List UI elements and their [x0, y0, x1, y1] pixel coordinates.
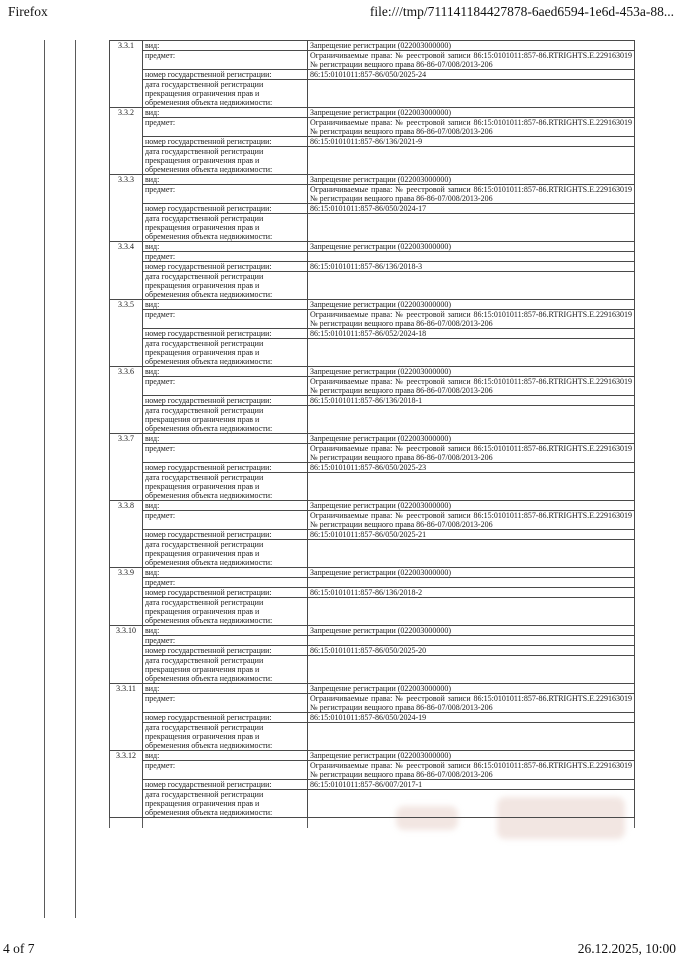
- field-value-predmet: Ограничиваемые права: № реестровой записи 86:15:0101011:857-86.RTRIGHTS.E.229163019 № регистрации вещного права 86-86-07/008/2013-206: [308, 185, 635, 204]
- table-continuation-rule: [634, 818, 635, 828]
- field-value-vid: Запрещение регистрации (022003000000): [308, 501, 635, 511]
- field-label-predmet: предмет:: [143, 310, 308, 329]
- field-value-vid: Запрещение регистрации (022003000000): [308, 367, 635, 377]
- field-label-reg-number: номер государственной регистрации:: [143, 396, 308, 406]
- field-label-vid: вид:: [143, 175, 308, 185]
- table-row: [110, 406, 635, 434]
- table-row: [110, 185, 635, 204]
- table-row: [110, 41, 635, 51]
- table-row: [110, 780, 635, 790]
- field-value-reg-number: 86:15:0101011:857-86/050/2024-17: [308, 204, 635, 214]
- table-row: [110, 396, 635, 406]
- section-number: 3.3.11: [110, 684, 143, 751]
- field-value-vid: Запрещение регистрации (022003000000): [308, 242, 635, 252]
- field-value-predmet: Ограничиваемые права: № реестровой записи 86:15:0101011:857-86.RTRIGHTS.E.229163019 № регистрации вещного права 86-86-07/008/2013-206: [308, 694, 635, 713]
- table-row: [110, 540, 635, 568]
- table-row: [110, 252, 635, 262]
- field-label-predmet: предмет:: [143, 578, 308, 588]
- field-label-termination-date: дата государственной регистрации прекращения ограничения прав и обременения объекта недвижимости:: [143, 339, 308, 367]
- table-row: [110, 626, 635, 636]
- table-continuation-rule: [142, 818, 143, 828]
- field-value-predmet: [308, 578, 635, 588]
- table-row: [110, 790, 635, 818]
- field-value-predmet: Ограничиваемые права: № реестровой записи 86:15:0101011:857-86.RTRIGHTS.E.229163019 № регистрации вещного права 86-86-07/008/2013-206: [308, 761, 635, 780]
- field-label-vid: вид:: [143, 367, 308, 377]
- section-number: 3.3.6: [110, 367, 143, 434]
- field-label-vid: вид:: [143, 684, 308, 694]
- table-row: [110, 751, 635, 761]
- registration-table-body: [110, 41, 635, 818]
- field-label-predmet: предмет:: [143, 694, 308, 713]
- field-value-predmet: Ограничиваемые права: № реестровой записи 86:15:0101011:857-86.RTRIGHTS.E.229163019 № регистрации вещного права 86-86-07/008/2013-206: [308, 377, 635, 396]
- field-value-vid: Запрещение регистрации (022003000000): [308, 568, 635, 578]
- section-number: 3.3.10: [110, 626, 143, 684]
- section-number: 3.3.7: [110, 434, 143, 501]
- table-row: [110, 568, 635, 578]
- field-value-termination-date: [308, 80, 635, 108]
- field-label-vid: вид:: [143, 751, 308, 761]
- field-value-reg-number: 86:15:0101011:857-86/052/2024-18: [308, 329, 635, 339]
- field-label-predmet: предмет:: [143, 252, 308, 262]
- field-label-termination-date: дата государственной регистрации прекращения ограничения прав и обременения объекта недвижимости:: [143, 790, 308, 818]
- field-label-reg-number: номер государственной регистрации:: [143, 646, 308, 656]
- table-row: [110, 598, 635, 626]
- table-row: [110, 473, 635, 501]
- field-label-reg-number: номер государственной регистрации:: [143, 780, 308, 790]
- table-row: [110, 242, 635, 252]
- field-value-predmet: Ограничиваемые права: № реестровой записи 86:15:0101011:857-86.RTRIGHTS.E.229163019 № регистрации вещного права 86-86-07/008/2013-206: [308, 511, 635, 530]
- field-value-predmet: [308, 252, 635, 262]
- table-row: [110, 530, 635, 540]
- field-label-termination-date: дата государственной регистрации прекращения ограничения прав и обременения объекта недвижимости:: [143, 214, 308, 242]
- field-label-vid: вид:: [143, 501, 308, 511]
- table-continuation-rule: [307, 818, 308, 828]
- table-row: [110, 108, 635, 118]
- table-continuation-rule: [109, 818, 110, 828]
- document-url: file:///tmp/711141184427878-6aed6594-1e6d-453a-88...: [369, 4, 674, 19]
- field-label-reg-number: номер государственной регистрации:: [143, 329, 308, 339]
- field-value-reg-number: 86:15:0101011:857-86/136/2018-3: [308, 262, 635, 272]
- field-value-reg-number: 86:15:0101011:857-86/050/2024-19: [308, 713, 635, 723]
- print-header: [0, 4, 680, 22]
- field-label-reg-number: номер государственной регистрации:: [143, 70, 308, 80]
- field-label-termination-date: дата государственной регистрации прекращения ограничения прав и обременения объекта недвижимости:: [143, 147, 308, 175]
- table-continuation-rule: [44, 40, 45, 918]
- field-value-termination-date: [308, 723, 635, 751]
- field-value-reg-number: 86:15:0101011:857-86/007/2017-1: [308, 780, 635, 790]
- field-label-termination-date: дата государственной регистрации прекращения ограничения прав и обременения объекта недвижимости:: [143, 656, 308, 684]
- field-value-termination-date: [308, 406, 635, 434]
- table-row: [110, 80, 635, 108]
- table-row: [110, 310, 635, 329]
- field-label-termination-date: дата государственной регистрации прекращения ограничения прав и обременения объекта недвижимости:: [143, 723, 308, 751]
- field-label-vid: вид:: [143, 41, 308, 51]
- field-value-vid: Запрещение регистрации (022003000000): [308, 684, 635, 694]
- table-row: [110, 646, 635, 656]
- field-label-reg-number: номер государственной регистрации:: [143, 588, 308, 598]
- section-number: 3.3.5: [110, 300, 143, 367]
- table-row: [110, 501, 635, 511]
- field-value-vid: Запрещение регистрации (022003000000): [308, 108, 635, 118]
- table-row: [110, 214, 635, 242]
- field-label-termination-date: дата государственной регистрации прекращения ограничения прав и обременения объекта недвижимости:: [143, 272, 308, 300]
- table-row: [110, 272, 635, 300]
- field-value-predmet: Ограничиваемые права: № реестровой записи 86:15:0101011:857-86.RTRIGHTS.E.229163019 № регистрации вещного права 86-86-07/008/2013-206: [308, 310, 635, 329]
- field-value-vid: Запрещение регистрации (022003000000): [308, 175, 635, 185]
- field-label-reg-number: номер государственной регистрации:: [143, 204, 308, 214]
- page-break-stubs: [109, 818, 635, 829]
- field-value-termination-date: [308, 598, 635, 626]
- field-value-reg-number: 86:15:0101011:857-86/050/2025-21: [308, 530, 635, 540]
- field-label-reg-number: номер государственной регистрации:: [143, 713, 308, 723]
- section-number: 3.3.8: [110, 501, 143, 568]
- print-datetime: 26.12.2025, 10:00: [577, 941, 676, 956]
- field-value-reg-number: 86:15:0101011:857-86/050/2025-20: [308, 646, 635, 656]
- table-row: [110, 339, 635, 367]
- table-row: [110, 262, 635, 272]
- table-row: [110, 70, 635, 80]
- field-label-predmet: предмет:: [143, 118, 308, 137]
- field-label-termination-date: дата государственной регистрации прекращения ограничения прав и обременения объекта недвижимости:: [143, 406, 308, 434]
- field-value-termination-date: [308, 473, 635, 501]
- browser-name: Firefox: [8, 4, 48, 19]
- field-value-reg-number: 86:15:0101011:857-86/136/2018-1: [308, 396, 635, 406]
- field-value-termination-date: [308, 656, 635, 684]
- field-label-reg-number: номер государственной регистрации:: [143, 530, 308, 540]
- table-row: [110, 588, 635, 598]
- table-row: [110, 137, 635, 147]
- table-row: [110, 761, 635, 780]
- print-footer: [0, 939, 680, 957]
- registration-table-wrap: [109, 40, 636, 829]
- field-value-vid: Запрещение регистрации (022003000000): [308, 626, 635, 636]
- field-value-vid: Запрещение регистрации (022003000000): [308, 41, 635, 51]
- field-value-termination-date: [308, 339, 635, 367]
- section-number: 3.3.12: [110, 751, 143, 818]
- table-row: [110, 713, 635, 723]
- section-number: 3.3.3: [110, 175, 143, 242]
- table-row: [110, 118, 635, 137]
- field-label-vid: вид:: [143, 242, 308, 252]
- table-row: [110, 377, 635, 396]
- field-label-predmet: предмет:: [143, 377, 308, 396]
- field-value-predmet: Ограничиваемые права: № реестровой записи 86:15:0101011:857-86.RTRIGHTS.E.229163019 № регистрации вещного права 86-86-07/008/2013-206: [308, 51, 635, 70]
- field-label-predmet: предмет:: [143, 511, 308, 530]
- field-label-reg-number: номер государственной регистрации:: [143, 137, 308, 147]
- page-indicator: 4 of 7: [3, 941, 35, 956]
- field-label-reg-number: номер государственной регистрации:: [143, 262, 308, 272]
- table-row: [110, 329, 635, 339]
- field-label-termination-date: дата государственной регистрации прекращения ограничения прав и обременения объекта недвижимости:: [143, 473, 308, 501]
- field-label-predmet: предмет:: [143, 185, 308, 204]
- field-label-vid: вид:: [143, 626, 308, 636]
- field-label-vid: вид:: [143, 108, 308, 118]
- table-row: [110, 684, 635, 694]
- table-row: [110, 300, 635, 310]
- table-row: [110, 434, 635, 444]
- table-row: [110, 51, 635, 70]
- field-value-termination-date: [308, 540, 635, 568]
- field-label-predmet: предмет:: [143, 636, 308, 646]
- field-label-reg-number: номер государственной регистрации:: [143, 463, 308, 473]
- table-row: [110, 578, 635, 588]
- field-label-predmet: предмет:: [143, 51, 308, 70]
- registration-restrictions-table: [109, 40, 635, 818]
- field-label-vid: вид:: [143, 300, 308, 310]
- table-row: [110, 723, 635, 751]
- table-row: [110, 147, 635, 175]
- field-label-vid: вид:: [143, 434, 308, 444]
- field-label-predmet: предмет:: [143, 444, 308, 463]
- section-number: 3.3.1: [110, 41, 143, 108]
- field-value-reg-number: 86:15:0101011:857-86/050/2025-23: [308, 463, 635, 473]
- field-value-predmet: Ограничиваемые права: № реестровой записи 86:15:0101011:857-86.RTRIGHTS.E.229163019 № регистрации вещного права 86-86-07/008/2013-206: [308, 444, 635, 463]
- table-row: [110, 204, 635, 214]
- field-value-vid: Запрещение регистрации (022003000000): [308, 751, 635, 761]
- field-label-termination-date: дата государственной регистрации прекращения ограничения прав и обременения объекта недвижимости:: [143, 598, 308, 626]
- table-row: [110, 656, 635, 684]
- field-value-reg-number: 86:15:0101011:857-86/050/2025-24: [308, 70, 635, 80]
- table-row: [110, 444, 635, 463]
- table-continuation-rule: [75, 40, 76, 918]
- table-row: [110, 636, 635, 646]
- field-value-predmet: [308, 636, 635, 646]
- field-value-termination-date: [308, 147, 635, 175]
- field-label-termination-date: дата государственной регистрации прекращения ограничения прав и обременения объекта недвижимости:: [143, 80, 308, 108]
- table-row: [110, 511, 635, 530]
- table-row: [110, 175, 635, 185]
- field-value-vid: Запрещение регистрации (022003000000): [308, 300, 635, 310]
- section-number: 3.3.2: [110, 108, 143, 175]
- field-value-termination-date: [308, 790, 635, 818]
- field-value-predmet: Ограничиваемые права: № реестровой записи 86:15:0101011:857-86.RTRIGHTS.E.229163019 № регистрации вещного права 86-86-07/008/2013-206: [308, 118, 635, 137]
- field-value-termination-date: [308, 272, 635, 300]
- field-label-predmet: предмет:: [143, 761, 308, 780]
- field-value-reg-number: 86:15:0101011:857-86/136/2021-9: [308, 137, 635, 147]
- field-label-termination-date: дата государственной регистрации прекращения ограничения прав и обременения объекта недвижимости:: [143, 540, 308, 568]
- section-number: 3.3.4: [110, 242, 143, 300]
- section-number: 3.3.9: [110, 568, 143, 626]
- field-label-vid: вид:: [143, 568, 308, 578]
- field-value-termination-date: [308, 214, 635, 242]
- field-value-reg-number: 86:15:0101011:857-86/136/2018-2: [308, 588, 635, 598]
- table-row: [110, 463, 635, 473]
- field-value-vid: Запрещение регистрации (022003000000): [308, 434, 635, 444]
- table-row: [110, 367, 635, 377]
- table-row: [110, 694, 635, 713]
